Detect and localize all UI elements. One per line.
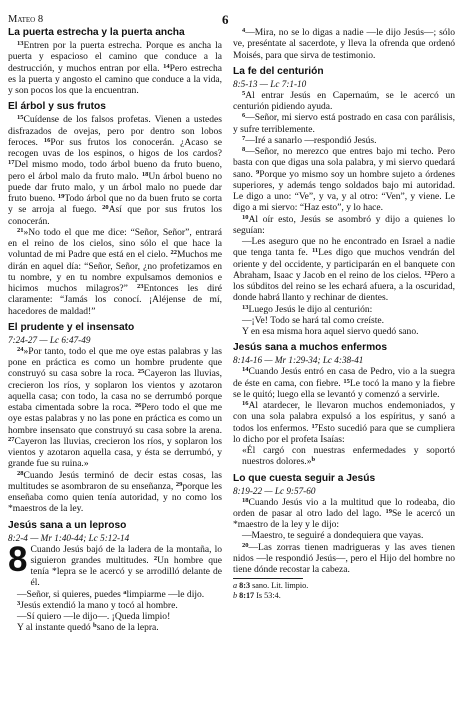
paragraph: Y en esa misma hora aquel siervo quedó sano. bbox=[242, 326, 419, 337]
paragraph: $^{20}$—Las zorras tienen madrigueras y las aves tienen nidos —le respondió Jesús—, pero el Hijo del hombre no tiene dónde recostar la cabeza. bbox=[233, 541, 455, 575]
chapter-number: 8 bbox=[37, 14, 44, 25]
paragraph: Cuando Jesús bajó de la ladera de la montaña, lo siguieron grandes multitudes. $^2$Un hombre que tenía *lepra se le acercó y se arrodilló delante de él. bbox=[30, 543, 223, 589]
section-heading: El árbol y sus frutos bbox=[8, 101, 106, 113]
footnote: b 8:17 Is 53:4. bbox=[233, 591, 281, 601]
verse-number: 14 bbox=[163, 62, 170, 70]
paragraph: $^{28}$Cuando Jesús terminó de decir estas cosas, las multitudes se asombraron de su enseñanza, $^{29}$porque les enseñaba como quien tenía autoridad, y no como los *maestros de la ley. bbox=[8, 469, 222, 515]
paragraph: —Señor, si quieres, puedes $^a$limpiarme —le dijo. bbox=[17, 588, 205, 600]
paragraph: $^{14}$Cuando Jesús entró en casa de Pedro, vio a la suegra de éste en cama, con fiebre. $^{15}$Le tocó la mano y la fiebre se le quitó; luego ella se levantó y comenzó a servirle. bbox=[233, 366, 455, 400]
footnote-divider bbox=[233, 578, 303, 579]
paragraph: $^{10}$Al oír esto, Jesús se asombró y dijo a quienes lo seguían: bbox=[233, 213, 455, 236]
paragraph: $^{13}$Entren por la puerta estrecha. Porque es ancha la puerta y espacioso el camino que conduce a la destrucción, y muchos entran por ella. $^{14}$Pero estrecha es la puerta y angosto el camino que conduce a la vida, y son pocos los que la encuentran. bbox=[8, 40, 222, 96]
chapter-opening bbox=[8, 539, 223, 589]
paragraph: $^{13}$Luego Jesús le dijo al centurión: bbox=[242, 303, 373, 315]
paragraph: $^{18}$Cuando Jesús vio a la multitud que lo rodeaba, dio orden de pasar al otro lado del lago. $^{19}$Se le acercó un *maestro de la ley y le dijo: bbox=[233, 496, 455, 530]
paragraph: —¡Ve! Todo se hará tal como creíste. bbox=[242, 314, 385, 326]
paragraph: —Les aseguro que no he encontrado en Israel a nadie que tenga tanta fe. $^{11}$Les digo que muchos vendrán del oriente y del occidente, y participarán en el banquete con Abraham, Isaac y Jacob en el reino de los cielos. $^{12}$Pero a los súbditos del reino se les echará afuera, a la oscuridad, donde habrá llanto y rechinar de dientes. bbox=[233, 236, 456, 304]
page-number: 6 bbox=[222, 12, 229, 27]
footnote: a 8:3 sano. Lit. limpio. bbox=[233, 581, 309, 591]
cross-reference: 8:2-4 — Mr 1:40-44; Lc 5:12-14 bbox=[8, 532, 130, 543]
section-heading: Jesús sana a muchos enfermos bbox=[233, 342, 388, 354]
paragraph: $^{15}$Cuídense de los falsos profetas. Vienen a ustedes disfrazados de ovejas, pero por dentro son lobos feroces. $^{16}$Por sus frutos los conocerán. ¿Acaso se recogen uvas de los espinos, o higos de los cardos? $^{17}$Del mismo modo, todo árbol bueno da fruto bueno, pero el árbol malo da fruto malo. $^{18}$Un árbol bueno no puede dar fruto malo, y un árbol malo no puede dar fruto bueno. $^{19}$Todo árbol que no da buen fruto se corta y se arroja al fuego. $^{20}$Así que por sus frutos los conocerán. bbox=[8, 114, 223, 227]
section-heading: La puerta estrecha y la puerta ancha bbox=[8, 27, 185, 38]
paragraph: —Maestro, te seguiré a dondequiera que vayas. bbox=[242, 530, 424, 542]
right-column bbox=[233, 27, 455, 601]
paragraph: $^3$Jesús extendió la mano y tocó al hombre. bbox=[17, 599, 178, 611]
footnote-marker: a bbox=[123, 588, 127, 596]
section-heading: Lo que cuesta seguir a Jesús bbox=[233, 472, 376, 484]
paragraph: $^5$Al entrar Jesús en Capernaúm, se le acercó un centurión pidiendo ayuda. bbox=[233, 89, 455, 112]
paragraph: $^{16}$Al atardecer, le llevaron muchos endemoniados, y con una sola palabra expulsó a los espíritus, y sanó a todos los enfermos. $^{17}$Esto sucedió para que se cumpliera lo dicho por el profeta Isaías: bbox=[233, 400, 455, 445]
paragraph: $^7$—Iré a sanarlo —respondió Jesús. bbox=[242, 134, 377, 146]
book-name: Mateo bbox=[8, 14, 36, 25]
footnote-marker: b bbox=[93, 622, 97, 630]
paragraph: $^{21}$»No todo el que me dice: “Señor, Señor”, entrará en el reino de los cielos, sino sólo el que hace la voluntad de mi Padre que está en el cielo. $^{22}$Muchos me dirán en aquel día: “Señor, Señor, ¿no profetizamos en tu nombre, y en tu nombre expulsamos demonios e hicimos muchos milagros?” $^{23}$Entonces les diré claramente: “Jamás los conocí. ¡Aléjense de mí, hacedores de maldad!” bbox=[8, 226, 223, 317]
section-heading: La fe del centurión bbox=[233, 65, 324, 77]
paragraph: $^6$—Señor, mi siervo está postrado en casa con parálisis, y sufre terriblemente. bbox=[233, 112, 455, 135]
paragraph: $^4$—Mira, no se lo digas a nadie —le dijo Jesús—; sólo ve, preséntate al sacerdote, y lleva la ofrenda que ordenó Moisés, para que sirva de testimonio. bbox=[233, 27, 455, 61]
cross-reference: 8:14-16 — Mr 1:29-34; Lc 4:38-41 bbox=[233, 355, 364, 366]
chapter-dropcap: 8 bbox=[8, 539, 28, 579]
left-column bbox=[8, 27, 222, 634]
paragraph: $^8$—Señor, no merezco que entres bajo mi techo. Pero basta con que digas una sola palabra, y mi siervo quedará sano. $^9$Porque yo mismo soy un hombre sujeto a órdenes superiores, y además tengo soldados bajo mi autoridad. Le digo a uno: “Ve”, y va, y al otro: “Ven”, y viene. Le digo a mi siervo: “Haz esto”, y lo hace. bbox=[233, 146, 455, 214]
cross-reference: 7:24-27 — Lc 6:47-49 bbox=[8, 334, 91, 345]
section-heading: El prudente y el insensato bbox=[8, 321, 135, 333]
section-heading: Jesús sana a un leproso bbox=[8, 519, 127, 531]
poetry-quote: «Él cargó con nuestras enfermedades y soportó nuestros dolores.»$^b$ bbox=[242, 445, 455, 468]
paragraph: Y al instante quedó $^b$sano de la lepra. bbox=[17, 622, 159, 634]
cross-reference: 8:19-22 — Lc 9:57-60 bbox=[233, 485, 316, 496]
cross-reference: 8:5-13 — Lc 7:1-10 bbox=[233, 78, 307, 89]
verse-number: 13 bbox=[17, 40, 24, 47]
paragraph: —Sí quiero —le dijo—. ¡Queda limpio! bbox=[17, 611, 171, 622]
running-header bbox=[8, 14, 43, 25]
paragraph: $^{24}$»Por tanto, todo el que me oye estas palabras y las pone en práctica es como un hombre prudente que construyó su casa sobre la roca. $^{25}$Cayeron las lluvias, crecieron los ríos, y soplaron los vientos y azotaron aquella casa; con todo, la casa no se derrumbó porque estaba cimentada sobre la roca. $^{26}$Pero todo el que me oye estas palabras y no las pone en práctica es como un hombre insensato que construyó su casa sobre la arena. $^{27}$Cayeron las lluvias, crecieron los ríos, y soplaron los vientos y azotaron aquella casa, y ésta se derrumbó, y grande fue su ruina.» bbox=[8, 345, 222, 470]
footnote-marker: b bbox=[311, 456, 316, 464]
